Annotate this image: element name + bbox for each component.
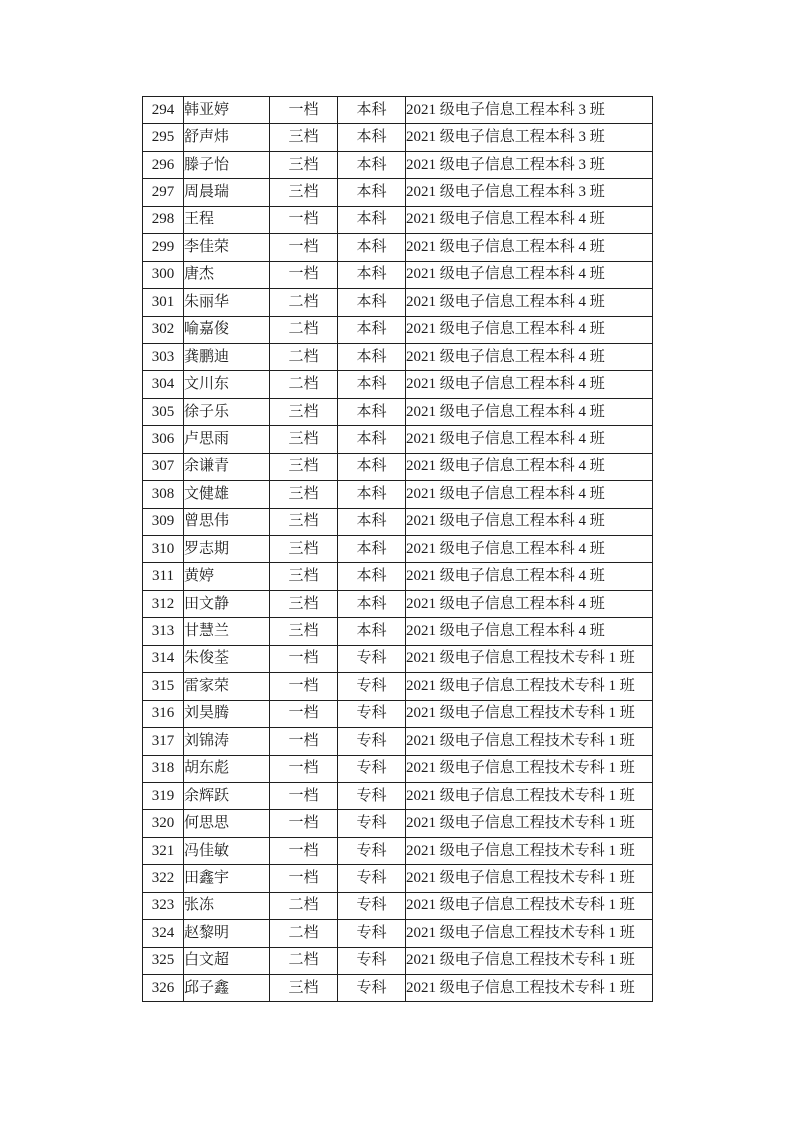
table-row bbox=[143, 343, 653, 370]
cell-number: 320 bbox=[143, 810, 184, 837]
table-row bbox=[143, 782, 653, 809]
cell-class-name: 2021 级电子信息工程本科 4 班 bbox=[406, 234, 653, 261]
table-row bbox=[143, 590, 653, 617]
cell-student-name: 曾思伟 bbox=[184, 508, 270, 535]
cell-student-name: 朱丽华 bbox=[184, 289, 270, 316]
cell-number: 312 bbox=[143, 590, 184, 617]
cell-program-type: 专科 bbox=[338, 673, 406, 700]
cell-student-name: 黄婷 bbox=[184, 563, 270, 590]
table-row bbox=[143, 316, 653, 343]
cell-tier-level: 三档 bbox=[270, 508, 338, 535]
cell-number: 310 bbox=[143, 536, 184, 563]
cell-student-name: 文健雄 bbox=[184, 481, 270, 508]
cell-number: 318 bbox=[143, 755, 184, 782]
cell-student-name: 文川东 bbox=[184, 371, 270, 398]
cell-tier-level: 二档 bbox=[270, 892, 338, 919]
cell-number: 323 bbox=[143, 892, 184, 919]
cell-class-name: 2021 级电子信息工程本科 3 班 bbox=[406, 151, 653, 178]
cell-student-name: 赵黎明 bbox=[184, 920, 270, 947]
cell-number: 321 bbox=[143, 837, 184, 864]
cell-class-name: 2021 级电子信息工程技术专科 1 班 bbox=[406, 728, 653, 755]
cell-program-type: 专科 bbox=[338, 782, 406, 809]
cell-number: 297 bbox=[143, 179, 184, 206]
cell-program-type: 本科 bbox=[338, 618, 406, 645]
cell-tier-level: 一档 bbox=[270, 261, 338, 288]
cell-number: 300 bbox=[143, 261, 184, 288]
cell-tier-level: 二档 bbox=[270, 947, 338, 974]
cell-student-name: 甘慧兰 bbox=[184, 618, 270, 645]
table-row bbox=[143, 975, 653, 1002]
cell-tier-level: 三档 bbox=[270, 398, 338, 425]
cell-program-type: 专科 bbox=[338, 700, 406, 727]
table-row bbox=[143, 810, 653, 837]
cell-tier-level: 三档 bbox=[270, 453, 338, 480]
cell-program-type: 本科 bbox=[338, 508, 406, 535]
table-row bbox=[143, 371, 653, 398]
cell-program-type: 专科 bbox=[338, 947, 406, 974]
cell-class-name: 2021 级电子信息工程本科 3 班 bbox=[406, 124, 653, 151]
cell-class-name: 2021 级电子信息工程技术专科 1 班 bbox=[406, 645, 653, 672]
cell-number: 319 bbox=[143, 782, 184, 809]
cell-tier-level: 三档 bbox=[270, 124, 338, 151]
cell-class-name: 2021 级电子信息工程本科 4 班 bbox=[406, 453, 653, 480]
cell-class-name: 2021 级电子信息工程本科 4 班 bbox=[406, 316, 653, 343]
cell-number: 306 bbox=[143, 426, 184, 453]
student-roster-body bbox=[143, 97, 653, 1002]
cell-class-name: 2021 级电子信息工程本科 4 班 bbox=[406, 343, 653, 370]
cell-program-type: 本科 bbox=[338, 481, 406, 508]
cell-program-type: 本科 bbox=[338, 536, 406, 563]
table-row bbox=[143, 837, 653, 864]
table-row bbox=[143, 728, 653, 755]
cell-tier-level: 一档 bbox=[270, 673, 338, 700]
table-row bbox=[143, 453, 653, 480]
table-row bbox=[143, 755, 653, 782]
cell-class-name: 2021 级电子信息工程本科 4 班 bbox=[406, 590, 653, 617]
table-row bbox=[143, 179, 653, 206]
cell-program-type: 专科 bbox=[338, 728, 406, 755]
cell-number: 322 bbox=[143, 865, 184, 892]
cell-student-name: 徐子乐 bbox=[184, 398, 270, 425]
cell-number: 309 bbox=[143, 508, 184, 535]
cell-tier-level: 一档 bbox=[270, 234, 338, 261]
cell-number: 308 bbox=[143, 481, 184, 508]
cell-tier-level: 二档 bbox=[270, 371, 338, 398]
cell-number: 298 bbox=[143, 206, 184, 233]
cell-program-type: 专科 bbox=[338, 837, 406, 864]
cell-program-type: 本科 bbox=[338, 343, 406, 370]
cell-tier-level: 一档 bbox=[270, 206, 338, 233]
cell-class-name: 2021 级电子信息工程技术专科 1 班 bbox=[406, 947, 653, 974]
table-row bbox=[143, 234, 653, 261]
cell-program-type: 本科 bbox=[338, 563, 406, 590]
cell-student-name: 田鑫宇 bbox=[184, 865, 270, 892]
cell-class-name: 2021 级电子信息工程本科 4 班 bbox=[406, 426, 653, 453]
cell-class-name: 2021 级电子信息工程本科 4 班 bbox=[406, 371, 653, 398]
table-row bbox=[143, 700, 653, 727]
cell-program-type: 专科 bbox=[338, 755, 406, 782]
table-row bbox=[143, 206, 653, 233]
table-row bbox=[143, 673, 653, 700]
cell-number: 295 bbox=[143, 124, 184, 151]
cell-class-name: 2021 级电子信息工程本科 4 班 bbox=[406, 398, 653, 425]
cell-program-type: 本科 bbox=[338, 316, 406, 343]
cell-number: 311 bbox=[143, 563, 184, 590]
cell-student-name: 雷家荣 bbox=[184, 673, 270, 700]
cell-tier-level: 三档 bbox=[270, 151, 338, 178]
cell-class-name: 2021 级电子信息工程技术专科 1 班 bbox=[406, 700, 653, 727]
cell-student-name: 何思思 bbox=[184, 810, 270, 837]
cell-program-type: 本科 bbox=[338, 453, 406, 480]
cell-student-name: 喻嘉俊 bbox=[184, 316, 270, 343]
student-roster-table bbox=[142, 96, 653, 1002]
table-row bbox=[143, 97, 653, 124]
cell-program-type: 本科 bbox=[338, 289, 406, 316]
cell-class-name: 2021 级电子信息工程技术专科 1 班 bbox=[406, 673, 653, 700]
table-row bbox=[143, 618, 653, 645]
cell-tier-level: 一档 bbox=[270, 865, 338, 892]
cell-student-name: 余辉跃 bbox=[184, 782, 270, 809]
cell-student-name: 韩亚婷 bbox=[184, 97, 270, 124]
table-row bbox=[143, 151, 653, 178]
cell-tier-level: 一档 bbox=[270, 645, 338, 672]
cell-tier-level: 一档 bbox=[270, 810, 338, 837]
cell-number: 303 bbox=[143, 343, 184, 370]
cell-number: 313 bbox=[143, 618, 184, 645]
cell-tier-level: 三档 bbox=[270, 563, 338, 590]
cell-student-name: 刘锦涛 bbox=[184, 728, 270, 755]
cell-tier-level: 三档 bbox=[270, 536, 338, 563]
cell-class-name: 2021 级电子信息工程本科 3 班 bbox=[406, 97, 653, 124]
cell-program-type: 专科 bbox=[338, 920, 406, 947]
table-row bbox=[143, 289, 653, 316]
cell-class-name: 2021 级电子信息工程本科 4 班 bbox=[406, 508, 653, 535]
cell-tier-level: 一档 bbox=[270, 755, 338, 782]
table-row bbox=[143, 920, 653, 947]
cell-number: 304 bbox=[143, 371, 184, 398]
cell-number: 317 bbox=[143, 728, 184, 755]
cell-number: 305 bbox=[143, 398, 184, 425]
cell-program-type: 本科 bbox=[338, 590, 406, 617]
cell-student-name: 罗志期 bbox=[184, 536, 270, 563]
table-row bbox=[143, 892, 653, 919]
cell-student-name: 卢思雨 bbox=[184, 426, 270, 453]
cell-student-name: 邱子鑫 bbox=[184, 975, 270, 1002]
cell-tier-level: 一档 bbox=[270, 837, 338, 864]
cell-student-name: 龚鹏迪 bbox=[184, 343, 270, 370]
cell-tier-level: 三档 bbox=[270, 179, 338, 206]
cell-student-name: 滕子怡 bbox=[184, 151, 270, 178]
table-row bbox=[143, 536, 653, 563]
table-row bbox=[143, 481, 653, 508]
table-row bbox=[143, 261, 653, 288]
cell-number: 315 bbox=[143, 673, 184, 700]
cell-class-name: 2021 级电子信息工程技术专科 1 班 bbox=[406, 920, 653, 947]
cell-program-type: 专科 bbox=[338, 892, 406, 919]
cell-number: 326 bbox=[143, 975, 184, 1002]
cell-tier-level: 一档 bbox=[270, 700, 338, 727]
cell-class-name: 2021 级电子信息工程本科 4 班 bbox=[406, 618, 653, 645]
cell-student-name: 朱俊荃 bbox=[184, 645, 270, 672]
table-row bbox=[143, 508, 653, 535]
cell-tier-level: 三档 bbox=[270, 590, 338, 617]
cell-tier-level: 三档 bbox=[270, 975, 338, 1002]
cell-student-name: 田文静 bbox=[184, 590, 270, 617]
cell-program-type: 本科 bbox=[338, 398, 406, 425]
cell-class-name: 2021 级电子信息工程技术专科 1 班 bbox=[406, 865, 653, 892]
cell-student-name: 张冻 bbox=[184, 892, 270, 919]
cell-program-type: 本科 bbox=[338, 371, 406, 398]
cell-program-type: 专科 bbox=[338, 865, 406, 892]
cell-program-type: 本科 bbox=[338, 97, 406, 124]
table-row bbox=[143, 426, 653, 453]
cell-program-type: 本科 bbox=[338, 124, 406, 151]
cell-student-name: 刘昊腾 bbox=[184, 700, 270, 727]
cell-program-type: 专科 bbox=[338, 810, 406, 837]
cell-student-name: 王程 bbox=[184, 206, 270, 233]
cell-number: 302 bbox=[143, 316, 184, 343]
cell-student-name: 周晨瑞 bbox=[184, 179, 270, 206]
cell-tier-level: 二档 bbox=[270, 289, 338, 316]
cell-tier-level: 二档 bbox=[270, 920, 338, 947]
cell-class-name: 2021 级电子信息工程技术专科 1 班 bbox=[406, 755, 653, 782]
cell-number: 314 bbox=[143, 645, 184, 672]
cell-tier-level: 一档 bbox=[270, 97, 338, 124]
cell-class-name: 2021 级电子信息工程技术专科 1 班 bbox=[406, 892, 653, 919]
cell-tier-level: 三档 bbox=[270, 481, 338, 508]
cell-class-name: 2021 级电子信息工程本科 4 班 bbox=[406, 206, 653, 233]
table-row bbox=[143, 947, 653, 974]
cell-class-name: 2021 级电子信息工程本科 4 班 bbox=[406, 481, 653, 508]
cell-student-name: 白文超 bbox=[184, 947, 270, 974]
cell-class-name: 2021 级电子信息工程技术专科 1 班 bbox=[406, 837, 653, 864]
cell-program-type: 本科 bbox=[338, 426, 406, 453]
cell-tier-level: 三档 bbox=[270, 426, 338, 453]
cell-program-type: 本科 bbox=[338, 234, 406, 261]
cell-class-name: 2021 级电子信息工程本科 4 班 bbox=[406, 563, 653, 590]
cell-number: 307 bbox=[143, 453, 184, 480]
cell-tier-level: 一档 bbox=[270, 782, 338, 809]
cell-student-name: 余谦青 bbox=[184, 453, 270, 480]
table-row bbox=[143, 645, 653, 672]
cell-class-name: 2021 级电子信息工程本科 3 班 bbox=[406, 179, 653, 206]
cell-student-name: 冯佳敏 bbox=[184, 837, 270, 864]
cell-number: 324 bbox=[143, 920, 184, 947]
cell-class-name: 2021 级电子信息工程本科 4 班 bbox=[406, 289, 653, 316]
cell-tier-level: 二档 bbox=[270, 316, 338, 343]
cell-program-type: 专科 bbox=[338, 975, 406, 1002]
cell-number: 325 bbox=[143, 947, 184, 974]
cell-number: 299 bbox=[143, 234, 184, 261]
table-row bbox=[143, 563, 653, 590]
cell-tier-level: 三档 bbox=[270, 618, 338, 645]
cell-program-type: 本科 bbox=[338, 151, 406, 178]
table-row bbox=[143, 865, 653, 892]
cell-class-name: 2021 级电子信息工程本科 4 班 bbox=[406, 536, 653, 563]
cell-tier-level: 一档 bbox=[270, 728, 338, 755]
cell-student-name: 胡东彪 bbox=[184, 755, 270, 782]
cell-class-name: 2021 级电子信息工程技术专科 1 班 bbox=[406, 782, 653, 809]
cell-program-type: 本科 bbox=[338, 179, 406, 206]
cell-number: 294 bbox=[143, 97, 184, 124]
cell-class-name: 2021 级电子信息工程技术专科 1 班 bbox=[406, 810, 653, 837]
cell-student-name: 唐杰 bbox=[184, 261, 270, 288]
cell-number: 301 bbox=[143, 289, 184, 316]
cell-tier-level: 二档 bbox=[270, 343, 338, 370]
cell-program-type: 本科 bbox=[338, 206, 406, 233]
cell-program-type: 专科 bbox=[338, 645, 406, 672]
cell-student-name: 舒声炜 bbox=[184, 124, 270, 151]
cell-program-type: 本科 bbox=[338, 261, 406, 288]
cell-number: 296 bbox=[143, 151, 184, 178]
cell-student-name: 李佳荣 bbox=[184, 234, 270, 261]
table-row bbox=[143, 124, 653, 151]
table-row bbox=[143, 398, 653, 425]
cell-class-name: 2021 级电子信息工程技术专科 1 班 bbox=[406, 975, 653, 1002]
cell-number: 316 bbox=[143, 700, 184, 727]
cell-class-name: 2021 级电子信息工程本科 4 班 bbox=[406, 261, 653, 288]
